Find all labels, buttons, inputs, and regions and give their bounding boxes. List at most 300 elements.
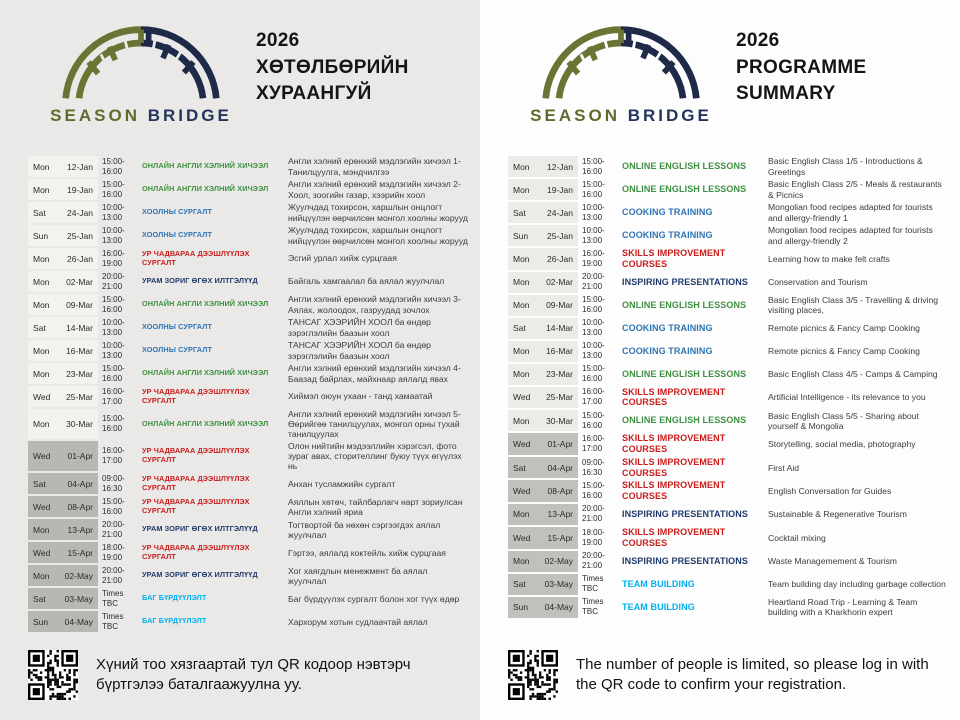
time-cell: 16:00- 17:00 — [102, 446, 125, 466]
course-name: ХООЛНЫ СУРГАЛТ — [142, 345, 213, 355]
course-name: УР ЧАДВАРАА ДЭЭШЛҮҮЛЭХ СУРГАЛТ — [142, 446, 250, 465]
course-name: УР ЧАДВАРАА ДЭЭШЛҮҮЛЭХ СУРГАЛТ — [142, 386, 250, 405]
date-cell — [28, 225, 98, 246]
schedule-row — [28, 294, 468, 315]
schedule-row — [508, 433, 948, 455]
date-cell — [508, 318, 578, 339]
course-name: ONLINE ENGLISH LESSONS — [622, 415, 747, 426]
day-label: Mon — [33, 276, 50, 287]
day-label: Wed — [513, 486, 531, 497]
date-cell — [28, 441, 98, 471]
time-cell: 15:00- 16:00 — [102, 414, 125, 434]
schedule-row — [508, 156, 948, 177]
course-description: Гэртээ, аялалд коктейль хийж сурцгаая — [288, 547, 446, 558]
course-description: ТАНСАГ ХЭЭРИЙН ХООЛ ба өндөр зэрэглэлийн баазын хоол — [288, 317, 431, 338]
course-description: Хиймэл оюун ухаан - танд хамаатай — [288, 391, 433, 402]
date-cell — [28, 565, 98, 586]
time-cell: 20:00- 21:00 — [102, 565, 125, 585]
date-cell — [28, 409, 98, 439]
course-description: Анхан тусламжийн сургалт — [288, 478, 396, 489]
course-name: ХООЛНЫ СУРГАЛТ — [142, 230, 213, 240]
day-label: Mon — [33, 345, 50, 356]
course-name: ОНЛАЙН АНГЛИ ХЭЛНИЙ ХИЧЭЭЛ — [142, 184, 269, 194]
course-description: Эсгий урлал хийж сурцгаая — [288, 253, 397, 264]
date-cell — [28, 271, 98, 292]
date-label: 01-Apr — [67, 451, 93, 462]
title-line: ХӨТӨЛБӨРИЙН — [256, 56, 409, 78]
date-label: 01-Apr — [547, 438, 573, 449]
date-label: 14-Mar — [66, 322, 93, 333]
arch-logo-icon — [530, 22, 712, 104]
time-cell: 15:00- 16:00 — [582, 410, 605, 430]
time-cell: 16:00- 17:00 — [102, 386, 125, 406]
date-label: 24-Jan — [547, 207, 573, 218]
day-label: Sat — [33, 207, 46, 218]
course-description: Waste Managemement & Tourism — [768, 556, 897, 567]
date-cell — [508, 551, 578, 572]
day-label: Mon — [513, 346, 530, 357]
time-cell: 15:00- 16:00 — [582, 156, 605, 176]
date-label: 12-Jan — [67, 161, 93, 172]
course-name: INSPIRING PRESENTATIONS — [622, 555, 748, 566]
logo-word-bridge: BRIDGE — [147, 106, 232, 125]
course-description: Жуулчдад тохирсон, харшлын онцлогт нийцүүлэн өөрчилсөн монгол хоолны жорууд — [288, 202, 468, 223]
schedule-row — [28, 565, 468, 586]
time-cell: 18:00- 19:00 — [582, 527, 605, 547]
schedule-row — [28, 225, 468, 246]
schedule-table-english — [508, 156, 948, 648]
date-cell — [508, 179, 578, 200]
course-name: SKILLS IMPROVEMENT COURSES — [622, 456, 726, 478]
date-cell — [28, 317, 98, 338]
time-cell: 20:00- 21:00 — [102, 271, 125, 291]
course-description: Basic English Class 3/5 - Travelling & driving visiting places, — [768, 295, 939, 316]
day-label: Mon — [513, 556, 530, 567]
schedule-row — [508, 202, 948, 223]
time-cell: 15:00- 16:00 — [582, 481, 605, 501]
day-label: Mon — [33, 161, 50, 172]
schedule-row — [28, 441, 468, 471]
date-cell — [508, 527, 578, 549]
date-cell — [508, 433, 578, 455]
day-label: Mon — [33, 253, 50, 264]
day-label: Wed — [513, 532, 531, 543]
day-label: Sun — [33, 230, 49, 241]
course-name: COOKING TRAINING — [622, 230, 713, 241]
time-cell: 16:00- 19:00 — [102, 248, 125, 268]
date-label: 25-Mar — [546, 392, 573, 403]
logo-word-bridge: BRIDGE — [627, 106, 712, 125]
date-label: 08-Apr — [547, 486, 573, 497]
day-label: Mon — [33, 184, 50, 195]
day-label: Mon — [33, 570, 50, 581]
date-label: 25-Jan — [547, 230, 573, 241]
day-label: Sat — [513, 323, 526, 334]
date-label: 03-May — [544, 579, 573, 590]
course-description: Team building day including garbage collection — [768, 579, 946, 590]
time-cell: 20:00- 21:00 — [582, 551, 605, 571]
date-label: 04-Apr — [67, 478, 93, 489]
course-description: Artificial Intelligence - its relevance to you — [768, 392, 926, 403]
time-cell: 15:00- 16:00 — [102, 179, 125, 199]
date-cell — [28, 156, 98, 177]
course-description: ТАНСАГ ХЭЭРИЙН ХООЛ ба өндөр зэрэглэлийн баазын хоол — [288, 340, 431, 361]
date-cell — [28, 496, 98, 517]
course-name: УРАМ ЗОРИГ ӨГӨХ ИЛТГЭЛҮҮД — [142, 524, 258, 534]
schedule-row — [508, 364, 948, 385]
date-label: 04-May — [64, 616, 93, 627]
date-label: 15-Apr — [547, 532, 573, 543]
panel-english — [480, 0, 960, 720]
schedule-row — [508, 597, 948, 618]
time-cell: Times TBC — [102, 611, 124, 631]
schedule-row — [28, 588, 468, 609]
course-name: ONLINE ENGLISH LESSONS — [622, 299, 747, 310]
course-description: Хархорум хотын судлаачтай аялал — [288, 616, 428, 627]
time-cell: 15:00- 16:00 — [102, 294, 125, 314]
course-name: SKILLS IMPROVEMENT COURSES — [622, 386, 726, 408]
date-label: 16-Mar — [66, 345, 93, 356]
day-label: Sun — [513, 230, 529, 241]
schedule-row — [28, 271, 468, 292]
qr-code-icon — [28, 650, 78, 700]
course-description: Mongolian food recipes adapted for tourists and allergy-friendly 2 — [768, 225, 933, 246]
date-cell — [28, 611, 98, 632]
course-name: ОНЛАЙН АНГЛИ ХЭЛНИЙ ХИЧЭЭЛ — [142, 418, 269, 428]
course-name: COOKING TRAINING — [622, 345, 713, 356]
date-label: 02-Mar — [546, 277, 573, 288]
day-label: Mon — [513, 369, 530, 380]
course-name: TEAM BUILDING — [622, 578, 695, 589]
schedule-row — [508, 318, 948, 339]
course-name: ONLINE ENGLISH LESSONS — [622, 184, 747, 195]
course-name: SKILLS IMPROVEMENT COURSES — [622, 526, 726, 548]
date-cell — [28, 473, 98, 494]
schedule-row — [508, 179, 948, 200]
time-cell: 20:00- 21:00 — [582, 504, 605, 524]
course-description: Хог хаягдлын менежмент ба аялал жуулчлал — [288, 565, 428, 586]
day-label: Wed — [33, 451, 51, 462]
day-label: Mon — [33, 299, 50, 310]
date-cell — [508, 225, 578, 246]
season-bridge-logo — [530, 22, 712, 126]
time-cell: 20:00- 21:00 — [582, 272, 605, 292]
date-label: 25-Mar — [66, 391, 93, 402]
day-label: Mon — [513, 509, 530, 520]
date-cell — [508, 341, 578, 362]
schedule-row — [28, 363, 468, 384]
course-description: Cocktail mixing — [768, 532, 826, 543]
day-label: Mon — [513, 184, 530, 195]
course-description: Англи хэлний ерөнхий мэдлэгийн хичээл 3- Аялах, жолоодох, газруудад зочлох — [288, 294, 461, 315]
schedule-row — [28, 519, 468, 540]
registration-note: The number of people is limited, so please log in with the QR code to confirm your registration. — [576, 655, 929, 693]
course-description: First Aid — [768, 462, 800, 473]
course-description: English Conversation for Guides — [768, 486, 892, 497]
course-description: Аяллын хөтөч, тайлбарлагч нарт зориулсан Англи хэлний яриа — [288, 496, 463, 517]
course-name: ХООЛНЫ СУРГАЛТ — [142, 207, 213, 217]
schedule-row — [508, 527, 948, 549]
time-cell: 18:00- 19:00 — [102, 542, 125, 562]
date-label: 04-May — [544, 602, 573, 613]
day-label: Sat — [513, 207, 526, 218]
date-label: 13-Apr — [547, 509, 573, 520]
schedule-row — [508, 410, 948, 431]
day-label: Wed — [513, 438, 531, 449]
time-cell: 16:00- 17:00 — [582, 387, 605, 407]
time-cell: 15:00- 16:00 — [102, 363, 125, 383]
page-title-english — [736, 22, 866, 108]
title-line: PROGRAMME — [736, 56, 867, 78]
date-cell — [28, 248, 98, 269]
header-english — [530, 22, 866, 126]
date-cell — [28, 519, 98, 540]
date-label: 23-Mar — [546, 369, 573, 380]
date-label: 30-Mar — [66, 419, 93, 430]
date-label: 16-Mar — [546, 346, 573, 357]
time-cell: 16:00- 17:00 — [582, 433, 605, 453]
course-name: УР ЧАДВАРАА ДЭЭШЛҮҮЛЭХ СУРГАЛТ — [142, 474, 250, 492]
day-label: Sat — [33, 593, 46, 604]
course-description: Англи хэлний ерөнхий мэдлэгийн хичээл 4- Баазад байрлах, майхнаар аялалд явах — [288, 363, 461, 384]
date-label: 26-Jan — [547, 253, 573, 264]
course-name: TEAM BUILDING — [622, 601, 695, 612]
day-label: Sun — [33, 616, 49, 627]
course-name: COOKING TRAINING — [622, 322, 713, 333]
day-label: Sun — [513, 602, 529, 613]
time-cell: 10:00- 13:00 — [582, 341, 605, 361]
schedule-row — [508, 225, 948, 246]
date-cell — [508, 597, 578, 618]
day-label: Sat — [513, 462, 526, 473]
time-cell: 10:00- 13:00 — [582, 225, 605, 245]
date-cell — [508, 202, 578, 223]
logo-wordmark — [530, 106, 712, 126]
time-cell: 15:00- 16:00 — [582, 179, 605, 199]
date-label: 04-Apr — [547, 462, 573, 473]
time-cell: 16:00- 19:00 — [582, 248, 605, 268]
course-description: Remote picnics & Fancy Camp Cooking — [768, 323, 920, 334]
day-label: Mon — [513, 300, 530, 311]
day-label: Wed — [33, 547, 51, 558]
course-description: Remote picnics & Fancy Camp Cooking — [768, 346, 920, 357]
date-label: 02-May — [544, 556, 573, 567]
date-cell — [508, 364, 578, 385]
time-cell: 10:00- 13:00 — [102, 202, 125, 222]
date-label: 26-Jan — [67, 253, 93, 264]
schedule-row — [28, 340, 468, 361]
date-label: 02-May — [64, 570, 93, 581]
registration-note: Хүний тоо хязгаартай тул QR кодоор нэвтэрч бүртгэлээ баталгаажуулна уу. — [96, 655, 411, 693]
day-label: Mon — [513, 253, 530, 264]
time-cell: Times TBC — [102, 588, 124, 608]
time-cell: 10:00- 13:00 — [582, 318, 605, 338]
day-label: Wed — [513, 392, 531, 403]
course-description: Heartland Road Trip - Learning & Team building with a Kharkhorin expert — [768, 597, 918, 618]
course-description: Storytelling, social media, photography — [768, 438, 916, 449]
date-label: 09-Mar — [66, 299, 93, 310]
time-cell: 10:00- 13:00 — [102, 340, 125, 360]
schedule-row — [508, 248, 948, 270]
course-description: Баг бүрдүүлэх сургалт болон хог түүх өдөр — [288, 593, 460, 604]
qr-code-icon — [508, 650, 558, 700]
date-cell — [28, 588, 98, 609]
date-label: 30-Mar — [546, 415, 573, 426]
day-label: Mon — [33, 368, 50, 379]
date-cell — [508, 272, 578, 293]
date-cell — [28, 294, 98, 315]
course-name: ОНЛАЙН АНГЛИ ХЭЛНИЙ ХИЧЭЭЛ — [142, 299, 269, 309]
date-label: 19-Jan — [547, 184, 573, 195]
date-label: 19-Jan — [67, 184, 93, 195]
schedule-row — [508, 480, 948, 502]
registration-footer-english — [508, 650, 938, 700]
course-description: Англи хэлний ерөнхий мэдлэгийн хичээл 5- Өөрийгөө танилцуулах, монгол орны тухай танилцуулах — [288, 409, 461, 440]
date-cell — [508, 156, 578, 177]
day-label: Mon — [513, 277, 530, 288]
course-description: Basic English Class 1/5 - Introductions & Greetings — [768, 156, 923, 177]
schedule-row — [28, 473, 468, 494]
date-label: 13-Apr — [67, 524, 93, 535]
course-description: Тогтвортой ба нөхөн сэргээгдэх аялал жуулчлал — [288, 519, 441, 540]
course-description: Mongolian food recipes adapted for tourists and allergy-friendly 1 — [768, 202, 933, 223]
course-name: ONLINE ENGLISH LESSONS — [622, 368, 747, 379]
day-label: Wed — [33, 501, 51, 512]
schedule-row — [508, 295, 948, 316]
course-name: УРАМ ЗОРИГ ӨГӨХ ИЛТГЭЛҮҮД — [142, 276, 258, 286]
course-description: Жуулчдад тохирсон, харшлын онцлогт нийцүүлэн өөрчилсөн монгол хоолны жорууд — [288, 225, 468, 246]
course-name: ОНЛАЙН АНГЛИ ХЭЛНИЙ ХИЧЭЭЛ — [142, 368, 269, 378]
time-cell: 10:00- 13:00 — [102, 225, 125, 245]
arch-logo-icon — [50, 22, 232, 104]
course-description: Basic English Class 5/5 - Sharing about yourself & Mongolia — [768, 410, 919, 431]
date-label: 08-Apr — [67, 501, 93, 512]
registration-footer-mongolian — [28, 650, 458, 700]
date-cell — [508, 295, 578, 316]
date-label: 15-Apr — [67, 547, 93, 558]
day-label: Mon — [513, 161, 530, 172]
schedule-row — [28, 611, 468, 632]
date-cell — [508, 457, 578, 479]
course-name: COOKING TRAINING — [622, 207, 713, 218]
date-cell — [508, 387, 578, 409]
date-cell — [508, 410, 578, 431]
time-cell: Times TBC — [582, 574, 604, 594]
date-cell — [508, 248, 578, 270]
time-cell: 15:00- 16:00 — [582, 364, 605, 384]
date-label: 02-Mar — [66, 276, 93, 287]
date-label: 12-Jan — [547, 161, 573, 172]
course-name: УРАМ ЗОРИГ ӨГӨХ ИЛТГЭЛҮҮД — [142, 570, 258, 580]
course-name: ONLINE ENGLISH LESSONS — [622, 161, 747, 172]
schedule-row — [28, 496, 468, 517]
course-name: УР ЧАДВАРАА ДЭЭШЛҮҮЛЭХ СУРГАЛТ — [142, 543, 250, 561]
date-label: 03-May — [64, 593, 93, 604]
course-description: Sustainable & Regenerative Tourism — [768, 509, 907, 520]
course-description: Англи хэлний ерөнхий мэдлэгийн хичээл 1- Танилцуулга, мэндчилгээ — [288, 156, 461, 177]
course-description: Олон нийтийн мэдээллийн хэрэгсэл, фото зураг авах, сторителлинг буюу түүх өгүүлэх нь — [288, 441, 462, 472]
title-line: ХУРААНГУЙ — [256, 83, 372, 105]
logo-word-season: SEASON — [50, 106, 140, 125]
season-bridge-logo — [50, 22, 232, 126]
schedule-row — [508, 504, 948, 525]
schedule-row — [28, 248, 468, 269]
course-name: БАГ БҮРДҮҮЛЭЛТ — [142, 593, 207, 603]
date-cell — [28, 202, 98, 223]
course-name: УР ЧАДВАРАА ДЭЭШЛҮҮЛЭХ СУРГАЛТ — [142, 248, 250, 267]
title-line: 2026 — [256, 30, 300, 51]
date-cell — [508, 574, 578, 595]
schedule-row — [28, 542, 468, 563]
day-label: Sat — [33, 322, 46, 333]
schedule-row — [508, 457, 948, 479]
time-cell: 09:00- 16:30 — [102, 473, 125, 493]
time-cell: 10:00- 13:00 — [582, 202, 605, 222]
day-label: Wed — [33, 391, 51, 402]
schedule-row — [28, 202, 468, 223]
date-label: 25-Jan — [67, 230, 93, 241]
page-title-mongolian — [256, 22, 409, 108]
date-cell — [28, 386, 98, 407]
day-label: Sat — [33, 478, 46, 489]
course-description: Learning how to make felt crafts — [768, 253, 890, 264]
date-cell — [28, 179, 98, 200]
title-line: 2026 — [736, 30, 780, 51]
day-label: Mon — [33, 419, 50, 430]
course-name: SKILLS IMPROVEMENT COURSES — [622, 433, 726, 454]
date-cell — [28, 340, 98, 361]
course-name: УР ЧАДВАРАА ДЭЭШЛҮҮЛЭХ СУРГАЛТ — [142, 497, 250, 515]
schedule-table-mongolian — [28, 156, 468, 648]
time-cell: Times TBC — [582, 597, 604, 617]
schedule-row — [508, 574, 948, 595]
time-cell: 10:00- 13:00 — [102, 317, 125, 337]
logo-word-season: SEASON — [530, 106, 620, 125]
course-name: ХООЛНЫ СУРГАЛТ — [142, 322, 213, 332]
course-name: БАГ БҮРДҮҮЛЭЛТ — [142, 616, 207, 626]
schedule-row — [508, 341, 948, 362]
date-cell — [28, 542, 98, 563]
schedule-row — [28, 156, 468, 177]
course-description: Basic English Class 4/5 - Camps & Camping — [768, 369, 938, 380]
date-label: 24-Jan — [67, 207, 93, 218]
time-cell: 20:00- 21:00 — [102, 519, 125, 539]
schedule-row — [28, 179, 468, 200]
schedule-row — [508, 272, 948, 293]
time-cell: 09:00- 16:30 — [582, 457, 605, 477]
course-name: INSPIRING PRESENTATIONS — [622, 276, 748, 287]
date-cell — [28, 363, 98, 384]
course-description: Basic English Class 2/5 - Meals & restaurants & Picnics — [768, 179, 942, 200]
day-label: Sat — [513, 579, 526, 590]
time-cell: 15:00- 16:00 — [582, 295, 605, 315]
title-line: SUMMARY — [736, 83, 836, 105]
time-cell: 15:00- 16:00 — [102, 496, 125, 516]
course-description: Англи хэлний ерөнхий мэдлэгийн хичээл 2- Хоол, зоогийн газар, хээрийн хоол — [288, 179, 461, 200]
course-description: Conservation and Tourism — [768, 277, 868, 288]
date-label: 14-Mar — [546, 323, 573, 334]
date-cell — [508, 504, 578, 525]
course-name: SKILLS IMPROVEMENT COURSES — [622, 480, 726, 502]
schedule-row — [508, 387, 948, 409]
header-mongolian — [50, 22, 409, 126]
date-cell — [508, 480, 578, 502]
course-name: ОНЛАЙН АНГЛИ ХЭЛНИЙ ХИЧЭЭЛ — [142, 161, 269, 171]
logo-wordmark — [50, 106, 232, 126]
schedule-row — [508, 551, 948, 572]
date-label: 23-Mar — [66, 368, 93, 379]
course-description: Байгаль хамгаалал ба аялал жуулчлал — [288, 276, 445, 287]
